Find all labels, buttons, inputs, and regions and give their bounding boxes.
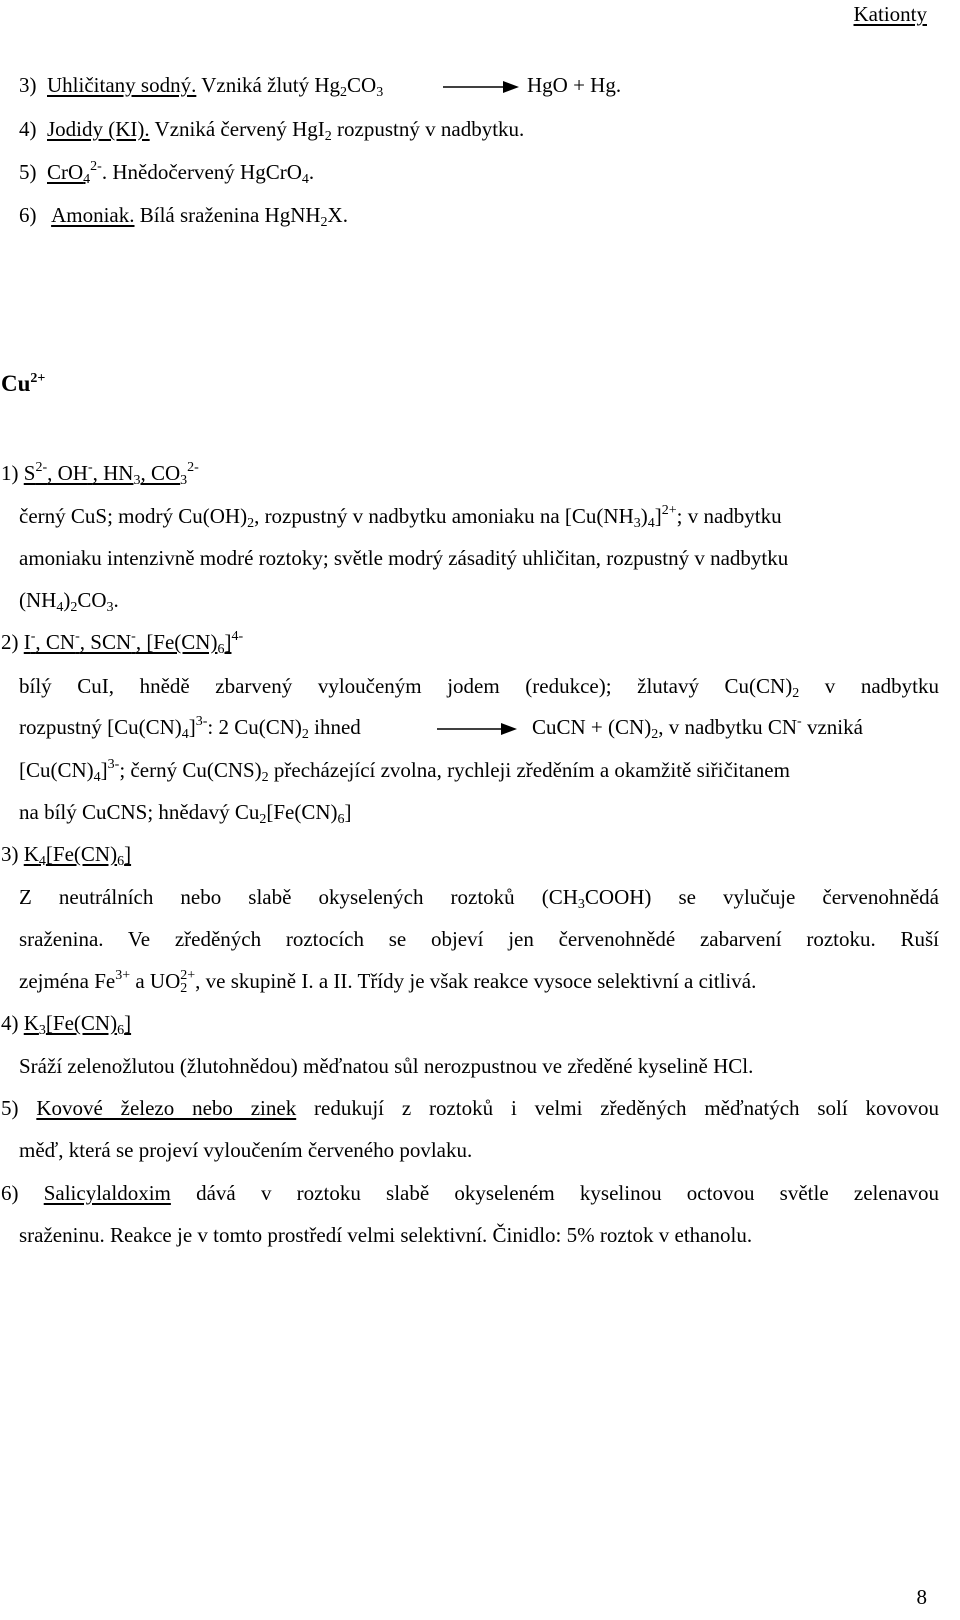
cu-reaction-6-line-1: 6) Salicylaldoxim dává v roztoku slabě okyseleném kyselinou octovou světle zelenavou (1, 1181, 939, 1205)
reaction-arrow-icon (443, 80, 519, 94)
hg-item-6: 6) Amoniak. Bílá sraženina HgNH$_2$X. (19, 203, 348, 230)
cu-reaction-1-reagents: 1) $S^{2-}$, OH-, $HN_3$, $CO_3^{2-}$ (1, 460, 199, 488)
page-number: 8 (916, 1585, 927, 1609)
cu-reaction-5-line-1: 5) Kovové železo nebo zinek redukují z roztoků i velmi zředěných měďnatých solí kovovou (1, 1096, 940, 1120)
cu-reaction-3-line-2: sraženina. Ve zředěných roztocích se objeví jen červenohnědé zabarvení roztoku. Ruší (19, 927, 939, 951)
cu-reaction-2-line-4: na bílý CuCNS; hnědavý $Cu_2[Fe(CN)_6]$ (19, 800, 352, 827)
cu-reaction-2-line-3: $[Cu(CN)_4]^{3-}$; černý $Cu(CNS)_2$ přecházející zvolna, rychleji zředěním a okamžitě siřičitanem (19, 757, 790, 785)
cu-reaction-3-line-1: Z neutrálních nebo slabě okyselených roztoků $(CH_3COOH)$ se vylučuje červenohnědá (19, 885, 939, 912)
cu-reaction-2-reagents: 2) I-, CN-, SCN-, $[Fe(CN)_6]^{4-}$ (1, 629, 244, 657)
cu-reaction-3-reagent: 3) $K_4[Fe(CN)_6]$ (1, 842, 132, 869)
cu-reaction-2-line-2b: CuCN + $(CN)_2$, v nadbytku CN- vzniká (532, 714, 863, 742)
cu-reaction-4-reagent: 4) $K_3[Fe(CN)_6]$ (1, 1011, 132, 1038)
cu-reaction-1-line-1: černý CuS; modrý $Cu(OH)_2$, rozpustný v nadbytku amoniaku na $[Cu(NH_3)_4]^{2+}$; v nadbytku (19, 503, 782, 531)
cu-reaction-6-line-2: sraženinu. Reakce je v tomto prostředí velmi selektivní. Činidlo: 5% roztok v ethanolu. (19, 1223, 753, 1247)
cu-reaction-4-line-1: Sráží zelenožlutou (žlutohnědou) měďnatou sůl nerozpustnou ve zředěné kyselině HCl. (19, 1054, 754, 1078)
hg-item-4: 4) Jodidy (KI). Vzniká červený HgI$_2$ rozpustný v nadbytku. (19, 117, 525, 144)
cu-reaction-2-line-2a: rozpustný $[Cu(CN)_4]^{3-}$: 2 $Cu(CN)_2$ ihned (19, 714, 361, 742)
hg-item-3-product: HgO + Hg. (527, 73, 622, 97)
cu-reaction-2-line-1: bílý CuI, hnědě zbarvený vyloučeným jodem (redukce); žlutavý $Cu(CN)_2$ v nadbytku (19, 674, 939, 701)
page-header-title: Kationty (853, 2, 927, 26)
reagent-name: Uhličitany sodný. (47, 73, 197, 97)
hg-item-5: 5) CrO$_4^{2-}$. Hnědočervený HgCrO$_4$. (19, 159, 315, 187)
cu-reaction-1-line-2: amoniaku intenzivně modré roztoky; světle modrý zásaditý uhličitan, rozpustný v nadbytku (19, 546, 789, 570)
cu-section-heading: $Cu^{2+}$ (1, 371, 46, 396)
cu-reaction-3-line-3: zejména $Fe^{3+}$ a $UO_2^{2+}$, ve skupině I. a II. Třídy je však reakce vysoce selektivní a citlivá. (19, 968, 757, 996)
cu-reaction-1-line-3: $(NH_4)_2CO_3$. (19, 588, 119, 615)
cu-reaction-5-line-2: měď, která se projeví vyloučením červeného povlaku. (19, 1138, 473, 1162)
hg-item-3: 3) Uhličitany sodný. Vzniká žlutý $Hg_2CO_3$ (19, 73, 384, 100)
reaction-arrow-icon (437, 722, 517, 736)
